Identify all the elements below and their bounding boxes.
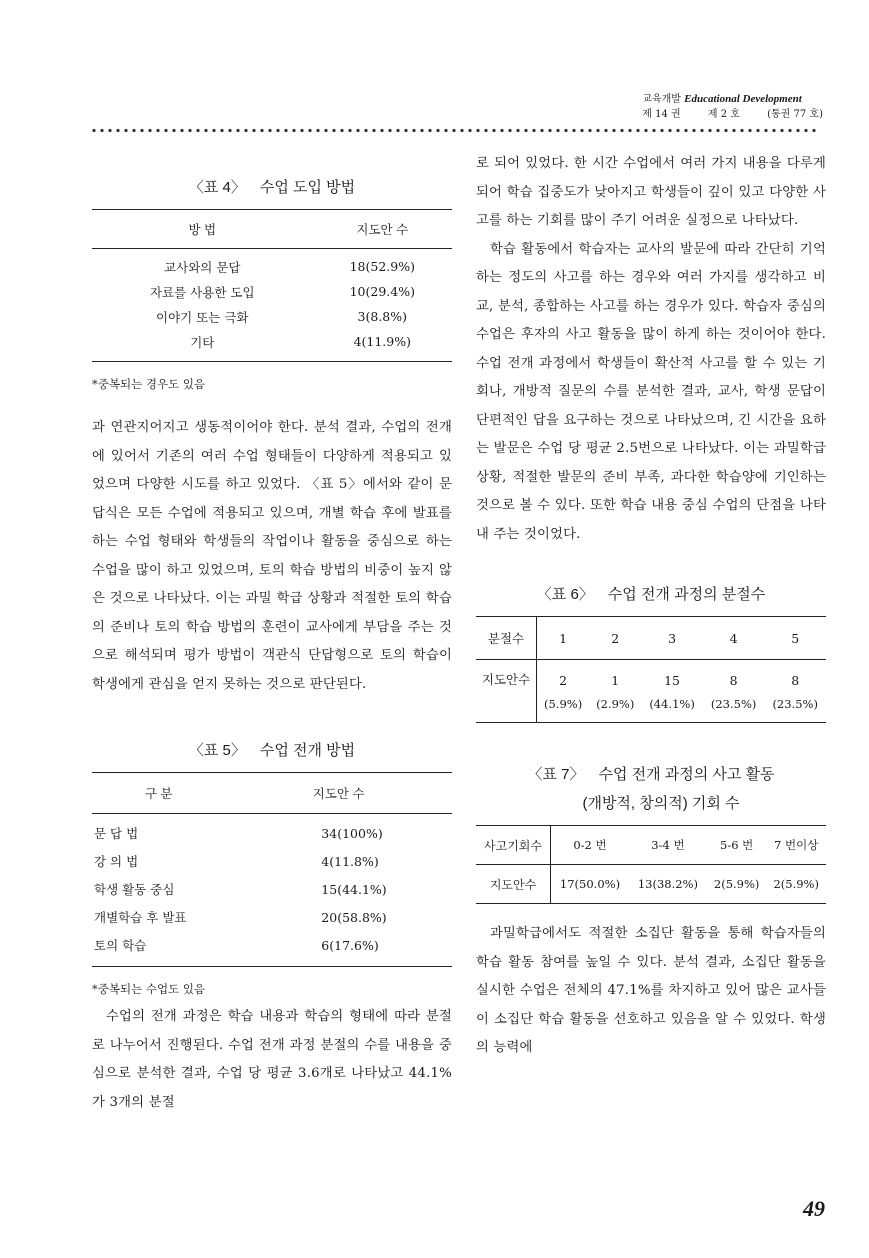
table-cell: 7 번이상 [774, 838, 819, 852]
table6 [476, 616, 826, 723]
table-row [92, 249, 452, 280]
table5-caption [92, 739, 452, 760]
journal-name-en: Educational Development [684, 93, 802, 105]
table5-header-row [92, 773, 452, 814]
table-cell: (5.9%) [544, 697, 583, 711]
table5-header-count: 지도안 수 [312, 787, 365, 801]
table-row [476, 660, 826, 692]
body-paragraph: 수업의 전개 과정은 학습 내용과 학습의 형태에 따라 분절로 나누어서 진행된다. 수업 전개 과정 분절의 수를 내용을 중심으로 분석한 결과, 수업 당 평균 3.6개로 나타났고 44.1%가 3개의 분절 [92, 1009, 452, 1110]
table-cell: 자료를 사용한 도입 [149, 284, 255, 300]
table4-header-method: 방 법 [188, 223, 217, 237]
table7-title-line2: (개방적, 창의적) 기회 수 [582, 795, 740, 812]
table-row [476, 617, 826, 660]
left-column [92, 150, 452, 1117]
table-cell: (44.1%) [649, 697, 695, 711]
table6-row-label-segments: 분절수 [476, 617, 537, 660]
table4-note: *중복되는 경우도 있음 [92, 377, 206, 391]
table5-title: 수업 전개 방법 [259, 742, 356, 759]
table-cell: 4(11.9%) [313, 329, 452, 362]
table-cell: 강 의 법 [94, 854, 139, 869]
table-cell: 15 [664, 672, 681, 688]
table-cell: 2 [611, 630, 620, 646]
table5-label: 〈표 5〉 [188, 742, 246, 759]
table6-label: 〈표 6〉 [536, 586, 594, 603]
table6-caption [476, 583, 826, 604]
table-row [92, 279, 452, 304]
table-row [92, 304, 452, 329]
dotted-rule [90, 128, 820, 133]
table-cell: (23.5%) [710, 697, 757, 711]
table-cell: 8 [729, 672, 738, 688]
right-column [476, 150, 826, 1063]
table-cell: 34(100%) [321, 825, 383, 841]
table-cell: 18(52.9%) [349, 259, 415, 274]
table-cell: 개별학습 후 발표 [94, 910, 187, 925]
table-cell: 2 [559, 672, 568, 688]
table6-row-label-plans: 지도안수 [476, 660, 537, 723]
table7-title-line1: 수업 전개 과정의 사고 활동 [598, 766, 775, 783]
body-paragraph: 과밀학급에서도 적절한 소집단 활동을 통해 학습자들의 학습 활동 참여를 높일 수 있다. 분석 결과, 소집단 활동을 실시한 수업은 전체의 47.1%를 차지하고 있어 많은 교사들이 소집단 학습 활동을 선호하고 있음을 알 수 있었다. 학생의 능력에 [476, 926, 826, 1055]
table-cell: 5 [791, 630, 800, 646]
table-row [92, 875, 452, 903]
table-cell: 이야기 또는 극화 [156, 309, 249, 325]
table-cell: 8 [791, 672, 800, 688]
table-cell: 6(17.6%) [225, 931, 452, 967]
serial-number: (통권 77 호) [767, 109, 823, 120]
table-cell: 13(38.2%) [637, 877, 698, 891]
table-cell: 1 [559, 630, 568, 646]
table4-header-row [92, 210, 452, 249]
table5-header-category: 구 분 [144, 787, 173, 801]
table-cell: 4 [729, 630, 738, 646]
table7-label: 〈표 7〉 [527, 766, 585, 783]
table-cell: 기타 [92, 329, 313, 362]
table-cell: 4(11.8%) [321, 853, 379, 869]
body-paragraph: 과 연관지어지고 생동적이어야 한다. 분석 결과, 수업의 전개에 있어서 기존의 여러 수업 형태들이 다양하게 적용되고 있었으며 다양한 시도를 하고 있었다. 〈표 5〉에서와 같이 문답식은 모든 수업에 적용되고 있으며, 개별 학습 후에 발표를 하는 수업 형태와 학생들의 작업이나 활동을 중심으로 하는 수업을 많이 하고 있었으며, 토의 학습 방법의 비중이 높지 않은 것으로 나타났다. 이는 과밀 학급 상황과 적절한 토의 학습의 준비나 토의 학습 방법의 훈련이 교사에게 부담을 주는 것으로 해석되며 평가 방법이 객관식 단답형으로 토의 학습이 학생에게 관심을 얻지 못하는 것으로 판단된다. [92, 420, 452, 692]
issue: 제 2 호 [707, 109, 740, 120]
table-row [92, 814, 452, 848]
table4-label: 〈표 4〉 [188, 179, 246, 196]
table-cell: 20(58.8%) [321, 909, 387, 925]
table-cell: 3(8.8%) [357, 309, 407, 324]
table-cell: 학생 활동 중심 [94, 882, 175, 897]
table7-caption [476, 763, 826, 784]
table-cell: 10(29.4%) [349, 284, 415, 299]
table-row [92, 931, 452, 967]
table-cell: 3 [668, 630, 677, 646]
table-row [476, 826, 826, 865]
table-cell: 2(5.9%) [773, 877, 819, 891]
table-cell: 5-6 번 [720, 838, 754, 852]
table-cell: 토의 학습 [92, 931, 225, 967]
table-cell: 1 [611, 672, 620, 688]
table7 [476, 825, 826, 904]
table4-header-count: 지도안 수 [356, 223, 409, 237]
table5-note: *중복되는 수업도 있음 [92, 982, 206, 996]
table-cell: 교사와의 문답 [164, 259, 241, 275]
table-cell: 2(5.9%) [713, 877, 760, 891]
journal-name-ko: 교육개발 [642, 94, 681, 105]
table-row [476, 865, 826, 904]
table4 [92, 209, 452, 362]
body-paragraph: 로 되어 있었다. 한 시간 수업에서 여러 가지 내용을 다루게 되어 학습 집중도가 낮아지고 학생들이 깊이 있고 다양한 사고를 하는 기회를 많이 주기 어려운 실정으로 나타났다. [476, 156, 826, 228]
table-row [92, 329, 452, 362]
table7-row-label-opportunities: 사고기회수 [476, 826, 551, 865]
table4-title: 수업 도입 방법 [259, 179, 356, 196]
page-number: 49 [803, 1196, 825, 1221]
volume: 제 14 권 [642, 109, 681, 120]
table-cell: 0-2 번 [573, 838, 607, 852]
table7-row-label-plans: 지도안수 [476, 865, 551, 904]
table-cell: 17(50.0%) [559, 877, 621, 891]
table-row [92, 847, 452, 875]
table6-title: 수업 전개 과정의 분절수 [607, 586, 766, 603]
table-cell: 문 답 법 [94, 826, 139, 841]
table4-caption [92, 176, 452, 197]
body-paragraph: 학습 활동에서 학습자는 교사의 발문에 따라 간단히 기억하는 정도의 사고를 하는 경우와 여러 가지를 생각하고 비교, 분석, 종합하는 사고를 하는 경우가 있다. 학습자 중심의 수업은 후자의 사고 활동을 많이 하게 하는 것이어야 한다. 수업 전개 과정에서 학생들이 확산적 사고를 할 수 있는 기회나, 개방적 질문의 수를 분석한 결과, 교사, 학생 문답이 단편적인 답을 요구하는 것으로 나타났으며, 긴 시간을 요하는 발문은 수업 당 평균 2.5번으로 나타났다. 이는 과밀학급 상황, 적절한 발문의 준비 부족, 과다한 학습양에 기인하는 것으로 볼 수 있다. 또한 학습 내용 중심 수업의 단점을 나타내 주는 것이었다. [476, 241, 826, 542]
table-cell: (23.5%) [772, 697, 818, 711]
running-header [642, 92, 823, 122]
table-row [92, 903, 452, 931]
table-cell: 3-4 번 [651, 838, 685, 852]
table-cell: 15(44.1%) [321, 881, 387, 897]
table-cell: (2.9%) [596, 697, 635, 711]
table5 [92, 772, 452, 967]
